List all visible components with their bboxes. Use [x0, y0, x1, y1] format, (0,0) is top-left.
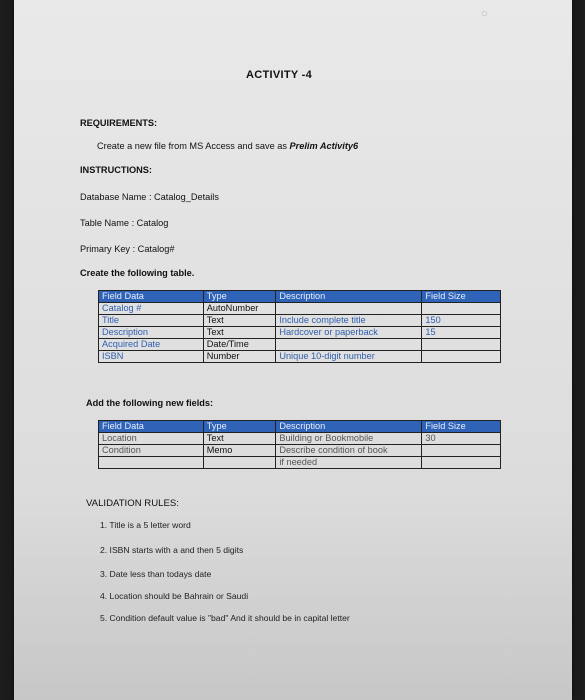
cell-type: Text: [203, 433, 276, 445]
header-type: Type: [203, 421, 276, 433]
cell-field: Title: [99, 315, 204, 327]
header-field-data: Field Data: [99, 291, 204, 303]
add-fields-instruction: Add the following new fields:: [86, 398, 214, 408]
cell-field: ISBN: [99, 351, 204, 363]
header-description: Description: [276, 421, 422, 433]
requirements-filename: Prelim Activity6: [289, 141, 359, 151]
table-row: [99, 303, 501, 315]
cell-size: [422, 303, 501, 315]
validation-rule-4: 4. Location should be Bahrain or Saudi: [100, 591, 249, 601]
page-title: ACTIVITY -4: [246, 69, 313, 81]
validation-label: VALIDATION RULES:: [86, 498, 179, 509]
table-row: [99, 339, 501, 351]
catalog-fields-table: [98, 290, 501, 363]
requirements-prefix: Create a new file from MS Access and save as: [97, 141, 287, 151]
cell-type: AutoNumber: [203, 303, 276, 315]
cell-description: [276, 303, 422, 315]
cell-description: Building or Bookmobile: [276, 433, 422, 445]
cell-size: 30: [422, 433, 501, 445]
table-name: Table Name : Catalog: [80, 218, 169, 228]
database-name: Database Name : Catalog_Details: [80, 192, 219, 202]
table-row: [99, 315, 501, 327]
cell-type: Text: [203, 315, 276, 327]
cell-field: Acquired Date: [99, 339, 204, 351]
cell-field: Catalog #: [99, 303, 204, 315]
table-row: [99, 433, 501, 445]
cell-field: [99, 457, 204, 469]
cell-description: [276, 339, 422, 351]
table-row: [99, 445, 501, 457]
cell-type: Memo: [203, 445, 276, 457]
document-page: [14, 0, 572, 700]
cell-type: [203, 457, 276, 469]
header-field-data: Field Data: [99, 421, 204, 433]
cell-type: Text: [203, 327, 276, 339]
validation-rule-3: 3. Date less than todays date: [100, 569, 212, 579]
header-type: Type: [203, 291, 276, 303]
create-table-instruction: Create the following table.: [80, 268, 195, 278]
cell-field: Description: [99, 327, 204, 339]
table-row: [99, 327, 501, 339]
table-header-row: [99, 291, 501, 303]
header-description: Description: [276, 291, 422, 303]
cell-size: [422, 457, 501, 469]
cell-type: Date/Time: [203, 339, 276, 351]
cell-size: 150: [422, 315, 501, 327]
requirements-text: [97, 141, 358, 151]
requirements-label: REQUIREMENTS:: [80, 118, 158, 128]
cell-description: if needed: [276, 457, 422, 469]
cell-size: [422, 339, 501, 351]
cell-description: Hardcover or paperback: [276, 327, 422, 339]
cell-size: [422, 445, 501, 457]
corner-mark: ○: [480, 6, 488, 20]
table-row: [99, 457, 501, 469]
primary-key: Primary Key : Catalog#: [80, 244, 175, 254]
new-fields-table: [98, 420, 501, 469]
cell-field: Condition: [99, 445, 204, 457]
cell-description: Unique 10-digit number: [276, 351, 422, 363]
validation-rule-2: 2. ISBN starts with a and then 5 digits: [100, 545, 244, 555]
cell-description: Include complete title: [276, 315, 422, 327]
cell-type: Number: [203, 351, 276, 363]
header-field-size: Field Size: [422, 421, 501, 433]
cell-size: 15: [422, 327, 501, 339]
header-field-size: Field Size: [422, 291, 501, 303]
cell-field: Location: [99, 433, 204, 445]
instructions-label: INSTRUCTIONS:: [80, 165, 152, 175]
table-row: [99, 351, 501, 363]
table-header-row: [99, 421, 501, 433]
validation-rule-5: 5. Condition default value is "bad" And it should be in capital letter: [100, 613, 350, 623]
cell-description: Describe condition of book: [276, 445, 422, 457]
validation-rule-1: 1. Title is a 5 letter word: [100, 520, 191, 530]
cell-size: [422, 351, 501, 363]
